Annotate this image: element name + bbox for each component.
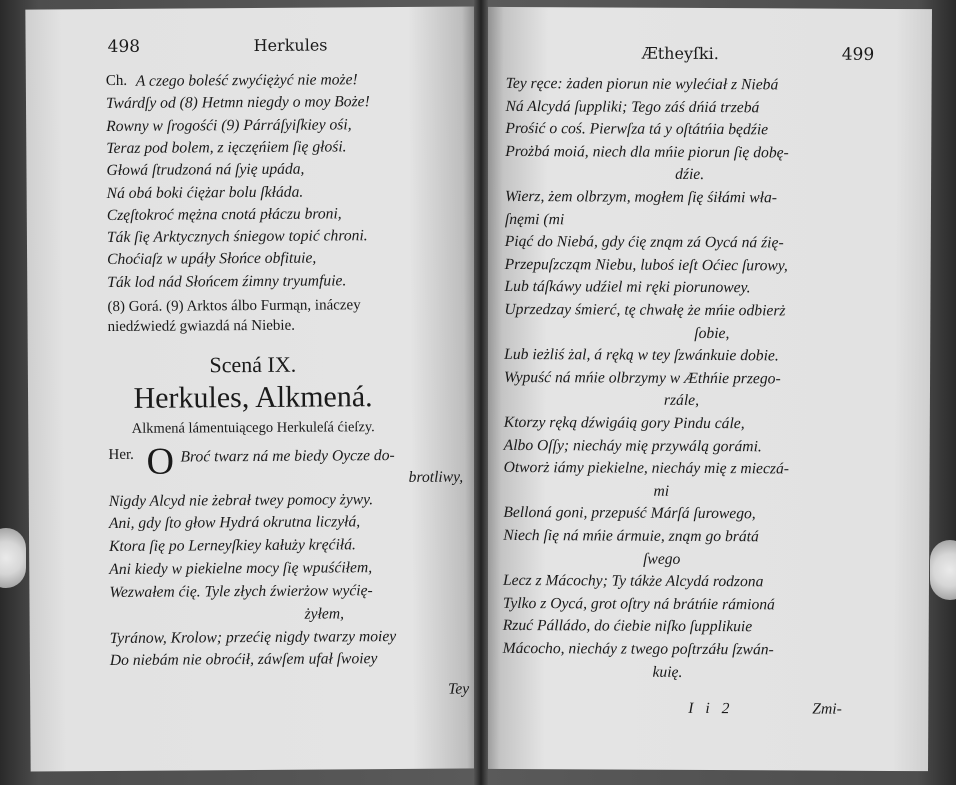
scene-title: Herkules, Alkmená. (133, 380, 373, 415)
verse-line: Ani, gdy ſto głow Hydrá okrutna liczyłá, (108, 513, 361, 533)
verse-line: Lecz z Mácochy; Ty tákże Alcydá rodzona (502, 572, 764, 591)
verse-line: Albo Oſſy; niecháy mię przywálą gorámi. (503, 436, 762, 455)
verse-line: Tyránow, Krolow; przećię nigdy twarzy moiey (109, 628, 397, 648)
verse-line: ſnęmi (mi (504, 210, 565, 228)
verse-line: Nigdy Alcyd nie żebrał twey pomocy żywy. (108, 491, 374, 511)
verse-line: Ktora ſię po Lerneyſkiey kałuży kręćiłá. (109, 536, 356, 556)
running-title-left: Herkules (253, 35, 328, 55)
verse-line: Lub táſkáwy udźiel mi ręki piorunowey. (504, 278, 751, 297)
speaker-label: Her. (108, 446, 134, 464)
verse-line: A czego boleść zwyćiężyć nie może! (135, 71, 358, 90)
verse-line: Piąć do Niebá, gdy ćię znąm zá Oycá ná źię- (504, 233, 784, 252)
verse-line: Rowny w ſrogośći (9) Párráſyiſkiey ośi, (106, 115, 352, 135)
verse-line: Choćiaſz w upáły Słońce obfituie, (107, 249, 317, 269)
catchword-left: Tey (448, 680, 470, 698)
verse-line: Ták lod nád Słońcem źimny tryumfuie. (107, 272, 347, 291)
verse-line: Tylko z Oycá, grot oſtry ná brátńie rámioná (502, 594, 775, 614)
verse-line: Wypuść ná mńie olbrzymy w Æthńie przego- (504, 368, 781, 388)
verse-line: Wezwałem ćię. Tyle złych źwierżow wyćię- (109, 582, 373, 602)
left-page (25, 6, 480, 771)
verse-line: brotliwy, (408, 468, 464, 486)
verse-line: Rzuć Pálládo, do ćiebie niſko ſupplikuie (502, 617, 753, 636)
verse-line: Ná obá boki ćiężar bolu ſkłáda. (106, 183, 304, 202)
verse-line: Prożbá moiá, niech dla mńie piorun ſię dobę- (505, 142, 789, 162)
verse-line: Twárdſy od (8) Hetmn niegdy o moy Boże! (105, 93, 370, 113)
verse-line: Belloná goni, przepuść Márſá ſurowego, (503, 504, 756, 523)
verse-line: kuię. (652, 663, 683, 681)
page-number-left: 498 (107, 36, 141, 58)
speaker-label: Ch. (105, 72, 128, 90)
verse-line: Wierz, żem olbrzym, mogłem ſię śiłámi wła- (504, 187, 778, 207)
verse-line: Niech ſię ná mńie ármuie, znąm go brátá (503, 526, 759, 546)
book-gutter (474, 0, 488, 785)
binder-clip-right (930, 540, 956, 600)
stage-direction: Alkmená lámentuiącego Herkuleſá ćieſzy. (131, 419, 375, 437)
verse-line: Ták ſię Arktycznych śniegow topić chroni. (106, 227, 368, 247)
verse-line: Broć twarz ná me biedy Oycze do- (180, 447, 395, 466)
verse-line: Do niebám nie obroćił, záwſem ufał ſwoiey (109, 650, 378, 670)
verse-line: ſobie, (694, 324, 730, 342)
verse-line: Otworż iámy piekielne, niecháy mię z mieczá- (503, 459, 790, 478)
verse-line: Ani kiedy w piekielne mocy ſię wpuśćiłem, (109, 559, 373, 579)
verse-line: rzále, (663, 392, 700, 410)
verse-line: dźie. (675, 166, 705, 184)
verse-line: Ná Alcydá ſuppliki; Tego záś dńiá trzebá (505, 97, 760, 116)
verse-line: Ktorzy ręką dźwigáią gory Pindu cále, (503, 413, 745, 433)
verse-line: Uprzedzay śmierć, tę chwałę że mńie odbierż (504, 300, 786, 320)
left-running-head (26, 34, 476, 61)
verse-line: Prośić o coś. Pierwſza tá y oſtátńia będźie (505, 120, 769, 139)
right-page (482, 7, 932, 771)
signature-mark: I i 2 (688, 699, 734, 718)
verse-line: Przepuſzcząm Niebu, luboś ieſt Oćiec ſurowy, (504, 255, 788, 275)
verse-line: ſwego (643, 550, 681, 568)
running-title-right: Ætheyſki. (641, 43, 719, 64)
verse-line: Głowá ſtrudzoná ná ſyię upáda, (106, 160, 305, 180)
footnote-line: (8) Gorá. (9) Arktos álbo Furmąn, ináczey (107, 297, 361, 316)
verse-line: Tey ręce: żaden piorun nie wylećiał z Niebá (505, 74, 779, 94)
verse-line: Lub ieżliś żal, á ręką w tey ſzwánkuie dobie. (504, 346, 779, 365)
right-running-head (486, 35, 932, 65)
page-number-right: 499 (841, 44, 875, 65)
binder-clip-left (0, 528, 26, 588)
verse-line: mi (653, 482, 670, 500)
verse-line: żyłem, (304, 605, 345, 623)
verse-line: Częſtokroć mężna cnotá płáczu broni, (106, 205, 342, 224)
verse-line: Mácocho, niecháy z twego poſtrzáłu ſzwán- (502, 639, 774, 659)
verse-line: Teraz pod bolem, z ięczęńiem ſię głośi. (106, 138, 347, 157)
catchword-right: Zmi- (812, 700, 842, 718)
drop-cap: O (146, 440, 175, 483)
scene-number: Scená IX. (209, 351, 297, 378)
footnote-line: niedźwiedź gwiazdá ná Niebie. (107, 317, 296, 336)
